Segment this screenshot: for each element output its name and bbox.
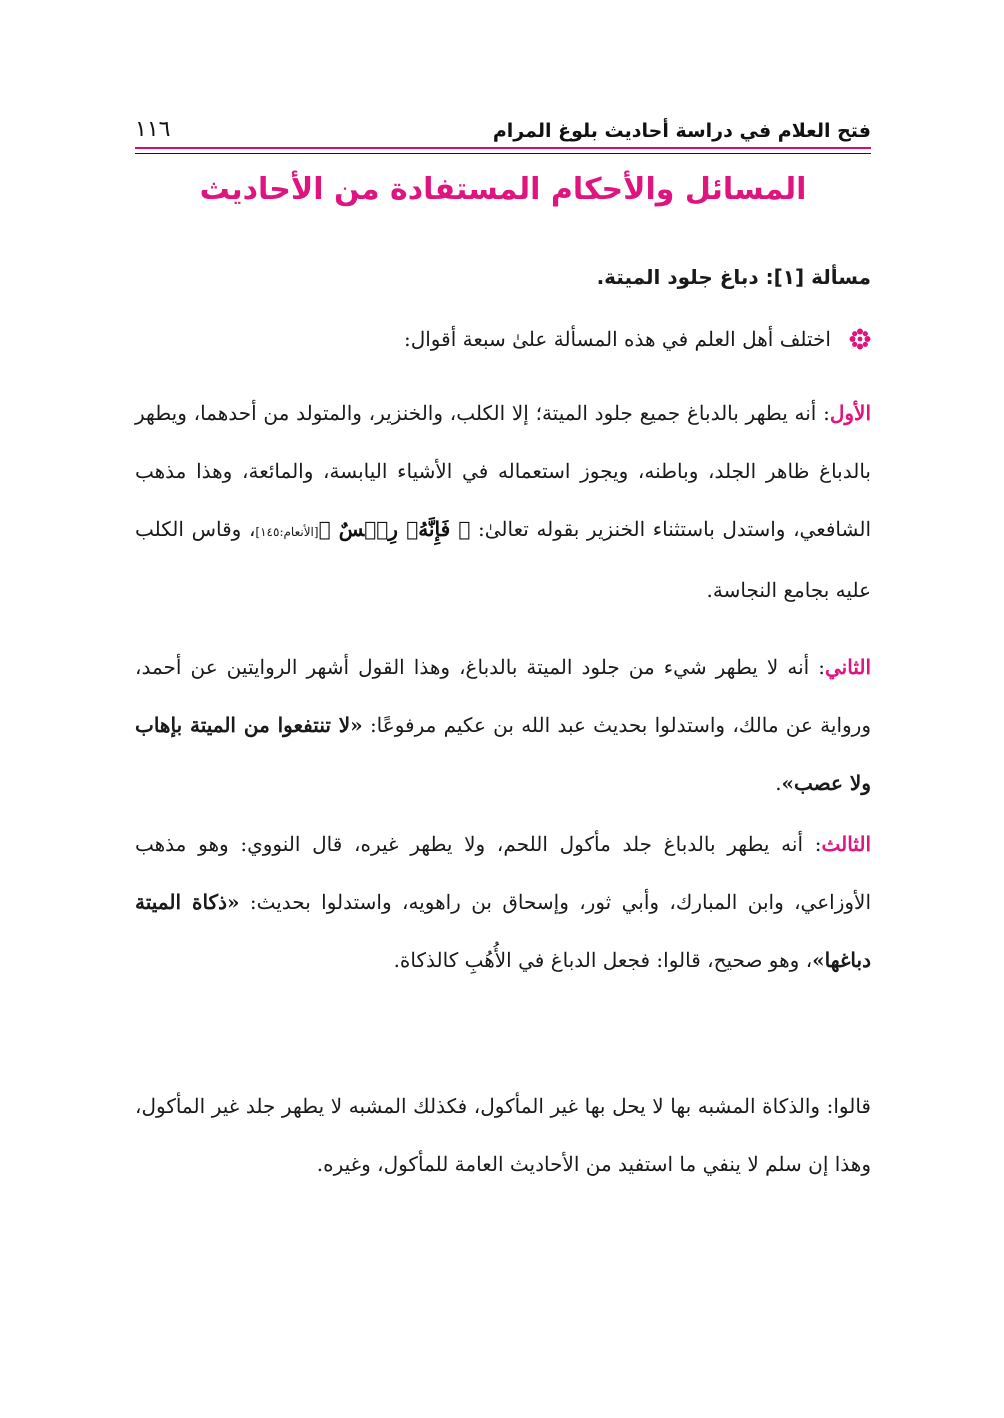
page-number: ١١٦ [135, 117, 171, 142]
opinion-first [135, 384, 871, 619]
opinion-text: : أنه يطهر بالدباغ جميع جلود الميتة؛ إلا الكلب، والخنزير، والمتولد من أحدهما، ويطهر بالدباغ ظاهر الجلد، وباطنه، ويجوز استعماله في الأشياء اليابسة، والمائعة، وهذا مذهب الشافعي، واستدل باستثناء الخنزير بقوله تعالىٰ: [135, 401, 872, 541]
header-rule-black [135, 153, 871, 154]
running-header [135, 112, 871, 142]
opinion-text-end: . [775, 771, 782, 795]
closing-paragraph: قالوا: والذكاة المشبه بها لا يحل بها غير المأكول، فكذلك المشبه لا يطهر جلد غير المأكول، وهذا إن سلم لا ينفي ما استفيد من الأحاديث العامة للمأكول، وغيره. [135, 1094, 871, 1176]
opinion-text-end: ، وهو صحيح، قالوا: فجعل الدباغ في الأُهُبِ كالذكاة. [393, 948, 813, 972]
opinion-second [135, 638, 871, 812]
section-title: المسائل والأحكام المستفادة من الأحاديث [199, 172, 807, 207]
flower-ornament-icon [849, 328, 871, 350]
issue-title: دباغ جلود الميتة. [596, 265, 759, 289]
book-title: فتح العلام في دراسة أحاديث بلوغ المرام [492, 120, 871, 142]
intro-text: اختلف أهل العلم في هذه المسألة علىٰ سبعة أقوال: [403, 327, 831, 351]
issue-heading [135, 265, 871, 289]
hadith-quote: «ذكاة الميتة دباغها» [135, 890, 871, 972]
opinion-text: : أنه يطهر بالدباغ جلد مأكول اللحم، ولا يطهر غيره، قال النووي: وهو مذهب الأوزاعي، وابن المبارك، وأبي ثور، وإسحاق بن راهويه، واستدلوا بحديث: [135, 832, 871, 914]
opinion-label: الأول [829, 401, 871, 425]
opinion-text-end: ، وقاس الكلب عليه بجامع النجاسة. [135, 517, 871, 602]
quran-reference: [الأنعام:١٤٥] [255, 525, 319, 539]
opinion-label: الثاني [824, 655, 871, 679]
hadith-quote: «لا تنتفعوا من الميتة بإهاب ولا عصب» [135, 713, 871, 795]
quran-verse: ﴿ فَإِنَّهُۥ رِجۡسٌ ﴾ [318, 517, 471, 541]
issue-label: مسألة [١]: [765, 265, 871, 289]
opinion-third [135, 815, 871, 989]
opinion-label: الثالث [821, 832, 871, 856]
book-page [135, 0, 871, 1418]
opinion-text: : أنه لا يطهر شيء من جلود الميتة بالدباغ، وهذا القول أشهر الروايتين عن أحمد، ورواية عن مالك، واستدلوا بحديث عبد الله بن عكيم مرفوعًا: [135, 655, 871, 737]
intro-line [135, 327, 871, 351]
header-rule-pink [135, 147, 871, 149]
